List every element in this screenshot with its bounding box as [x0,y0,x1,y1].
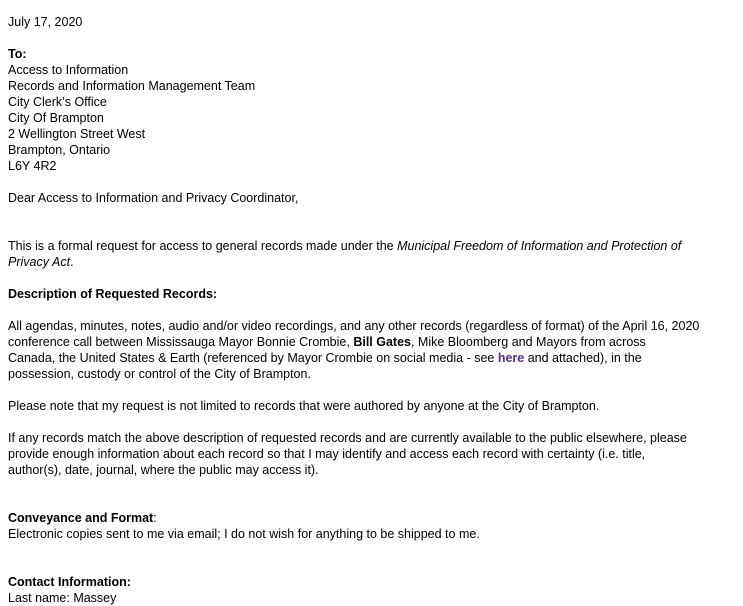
description-p1-line4: possession, custody or control of the City of Brampton. [8,367,311,381]
intro-paragraph [8,238,733,270]
description-paragraph-3 [8,430,733,478]
conveyance-heading-line [8,510,157,526]
address-line: Records and Information Management Team [8,79,256,93]
description-p1-text: and attached), in the [524,351,642,365]
address-line: L6Y 4R2 [8,159,57,173]
address-line: City Of Brampton [8,111,104,125]
conveyance-text: Electronic copies sent to me via email; I do not wish for anything to be shipped to me. [8,527,480,541]
contact-last-name: Last name: Massey [8,591,117,605]
description-p3-line2: provide enough information about each record so that I may identify and access each record with certainty (i.e. title, [8,447,646,461]
description-p3-line1: If any records match the above description of requested records and are currently available to the public elsewhere, please [8,431,687,445]
conveyance-colon: : [153,511,157,525]
intro-text: This is a formal request for access to general records made under the [8,239,398,253]
description-heading: Description of Requested Records: [8,287,218,301]
conveyance-heading: Conveyance and Format [8,511,154,525]
address-line: Access to Information [8,63,129,77]
bill-gates-name: Bill Gates [353,335,411,349]
description-p1-text: Canada, the United States & Earth (referenced by Mayor Crombie on social media - see [8,351,498,365]
intro-end: . [70,255,74,269]
address-line: City Clerk’s Office [8,95,107,109]
letter-date: July 17, 2020 [8,15,83,29]
act-name-line2: Privacy Act [8,255,71,269]
recipient-address [8,62,733,174]
contact-heading: Contact Information: [8,575,131,589]
recipient-label: To: [8,47,27,61]
description-paragraph-1 [8,318,733,382]
description-paragraph-2: Please note that my request is not limited to records that were authored by anyone at the City of Brampton. [8,399,600,413]
description-p3-line3: author(s), date, journal, where the public may access it). [8,463,319,477]
address-line: Brampton, Ontario [8,143,111,157]
description-p1-text: , Mike Bloomberg and Mayors from across [410,335,646,349]
salutation: Dear Access to Information and Privacy Coordinator, [8,191,299,205]
description-p1-text: conference call between Mississauga Mayor Bonnie Crombie, [8,335,354,349]
here-link[interactable]: here [497,351,525,365]
description-p1-line1: All agendas, minutes, notes, audio and/or video recordings, and any other records (regardless of format) of the April 16, 2020 [8,319,700,333]
address-line: 2 Wellington Street West [8,127,146,141]
act-name-line1: Municipal Freedom of Information and Protection of [397,239,682,253]
